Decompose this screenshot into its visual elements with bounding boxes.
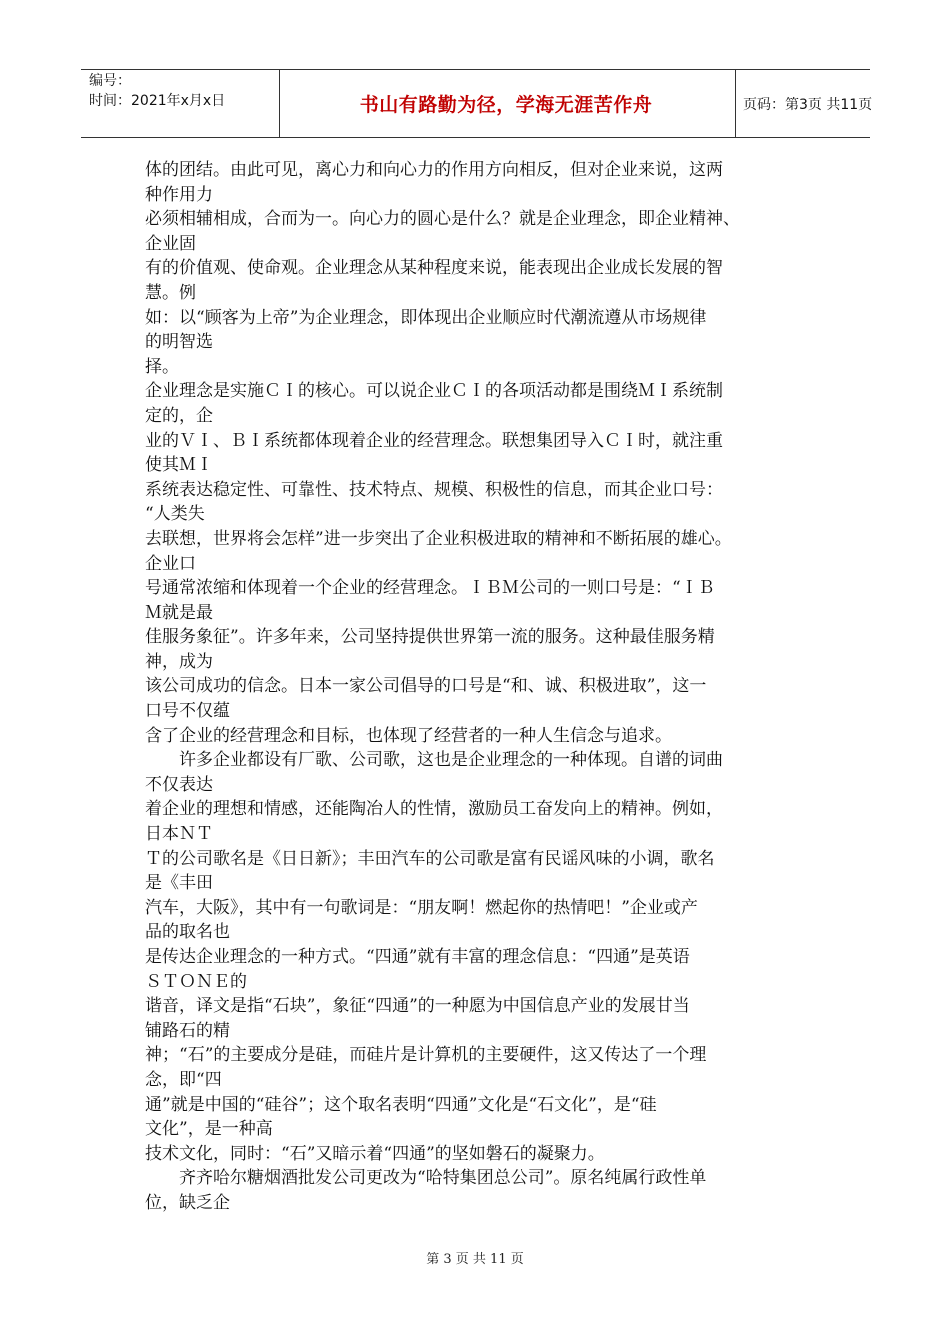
- header-page-info: 页码：第3页 共11页: [743, 96, 873, 113]
- text-line: 位，缺乏企: [145, 1192, 230, 1213]
- text-line: 使其ＭＩ: [145, 455, 213, 476]
- text-line: 系统表达稳定性、可靠性、技术特点、规模、积极性的信息，而其企业口号：: [145, 479, 723, 500]
- text-line: 的明智选: [145, 332, 213, 353]
- header-motto: 书山有路勤为径，学海无涯苦作舟: [359, 94, 653, 116]
- text-line: 汽车，大阪》，其中有一句歌词是：“朋友啊！燃起你的热情吧！”企业或产: [145, 897, 698, 918]
- header-divider: [735, 70, 736, 137]
- document-body: [145, 158, 810, 1216]
- document-date: 时间：2021年x月x日: [89, 93, 226, 109]
- text-line: 择。: [145, 356, 179, 377]
- text-line: 不仅表达: [145, 774, 213, 795]
- text-line: 有的价值观、使命观。企业理念从某种程度来说，能表现出企业成长发展的智: [145, 258, 723, 279]
- text-line: 是传达企业理念的一种方式。“四通”就有丰富的理念信息：“四通”是英语: [145, 947, 690, 967]
- text-line: 是《丰田: [145, 873, 213, 894]
- text-line: “人类失: [145, 504, 205, 525]
- page-footer: 第 3 页 共 11 页: [426, 1252, 524, 1267]
- text-line: 谐音，译文是指“石块”，象征“四通”的一种愿为中国信息产业的发展甘当: [145, 996, 690, 1017]
- text-line: 齐齐哈尔糖烟酒批发公司更改为“哈特集团总公司”。原名纯属行政性单: [145, 1168, 707, 1189]
- text-line: 神，成为: [145, 651, 213, 672]
- text-line: 含了企业的经营理念和目标，也体现了经营者的一种人生信念与追求。: [145, 725, 672, 746]
- text-line: 神；“石”的主要成分是硅，而硅片是计算机的主要硬件，这又传达了一个理: [145, 1045, 707, 1066]
- text-line: 佳服务象征”。许多年来，公司坚持提供世界第一流的服务。这种最佳服务精: [145, 627, 715, 648]
- text-line: Ｔ的公司歌名是《日日新》；丰田汽车的公司歌是富有民谣风味的小调，歌名: [145, 848, 715, 869]
- header-divider: [279, 70, 280, 137]
- text-line: 该公司成功的信念。日本一家公司倡导的口号是“和、诚、积极进取”，这一: [145, 676, 707, 697]
- text-line: 日本ＮＴ: [145, 824, 213, 845]
- text-line: 文化”，是一种高: [145, 1119, 273, 1140]
- text-line: 企业口: [145, 553, 196, 574]
- text-line: 许多企业都设有厂歌、公司歌，这也是企业理念的一种体现。自谱的词曲: [145, 750, 723, 771]
- text-line: 着企业的理想和情感，还能陶冶人的性情，激励员工奋发向上的精神。例如，: [145, 799, 723, 820]
- text-line: 铺路石的精: [145, 1020, 230, 1041]
- text-line: 品的取名也: [145, 922, 230, 943]
- text-line: 口号不仅蕴: [145, 701, 230, 722]
- text-line: 必须相辅相成，合而为一。向心力的圆心是什么？就是企业理念，即企业精神、: [145, 209, 740, 230]
- text-line: 去联想，世界将会怎样”进一步突出了企业积极进取的精神和不断拓展的雄心。: [145, 528, 732, 549]
- text-line: ＳＴＯＮＥ的: [145, 971, 247, 992]
- text-line: 种作用力: [145, 184, 213, 205]
- text-line: 通”就是中国的“硅谷”；这个取名表明“四通”文化是“石文化”，是“硅: [145, 1094, 657, 1115]
- text-line: 号通常浓缩和体现着一个企业的经营理念。ＩＢＭ公司的一则口号是：“ＩＢ: [145, 578, 715, 599]
- text-line: 业的ＶＩ、ＢＩ系统都体现着企业的经营理念。联想集团导入ＣＩ时，就注重: [145, 430, 723, 451]
- header-meta: [81, 70, 279, 138]
- text-line: 慧。例: [145, 282, 196, 303]
- page-header: [81, 69, 873, 138]
- text-line: 定的，企: [145, 405, 213, 426]
- text-line: 念，即“四: [145, 1069, 222, 1090]
- text-line: 如：以“顾客为上帝”为企业理念，即体现出企业顺应时代潮流遵从市场规律: [145, 307, 707, 328]
- document-number: 编号：: [89, 73, 131, 89]
- text-line: Ｍ就是最: [145, 602, 213, 623]
- text-line: 企业理念是实施ＣＩ的核心。可以说企业ＣＩ的各项活动都是围绕ＭＩ系统制: [145, 381, 723, 402]
- text-line: 技术文化，同时：“石”又暗示着“四通”的坚如磐石的凝聚力。: [145, 1143, 605, 1164]
- text-line: 企业固: [145, 233, 196, 254]
- text-line: 体的团结。由此可见，离心力和向心力的作用方向相反，但对企业来说，这两: [145, 160, 723, 180]
